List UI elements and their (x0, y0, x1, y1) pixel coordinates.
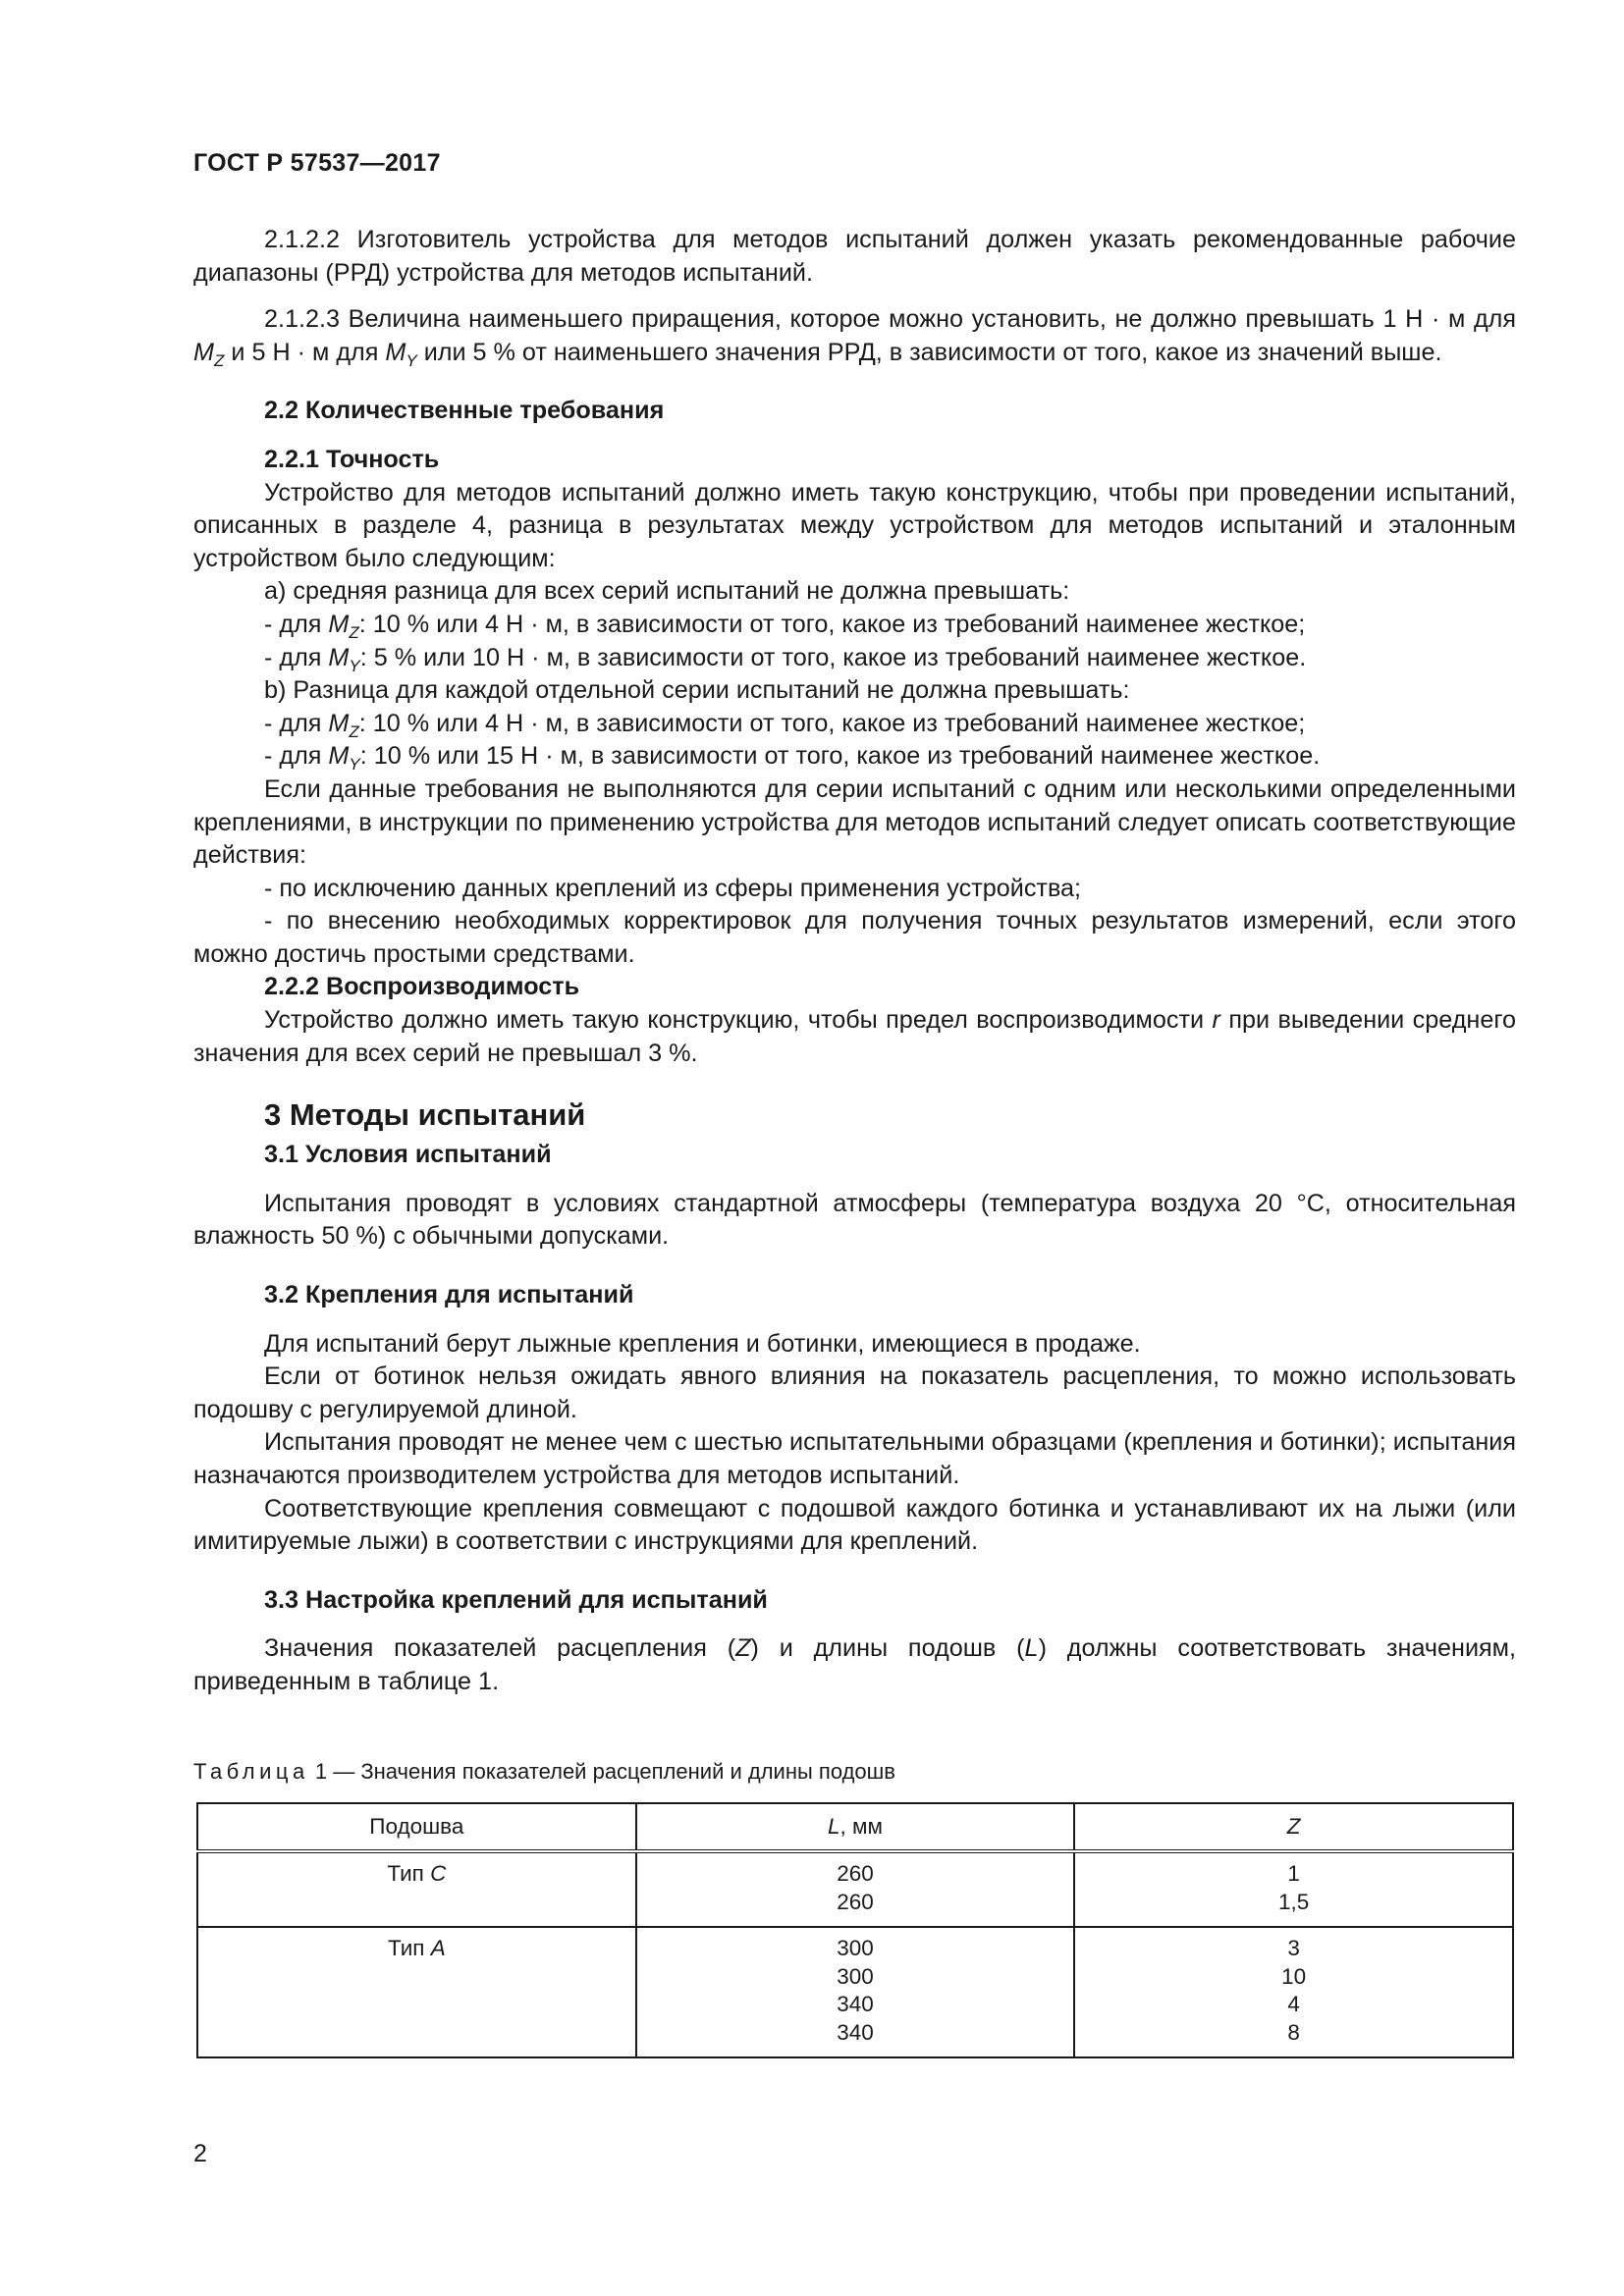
page-number: 2 (193, 2140, 207, 2167)
list-item-b-my: - для $M_Y$: 10 % или 15 Н · м, в зависимости от того, какое из требований наименее жесткое. (264, 742, 1321, 774)
heading-3-1: 3.1 Условия испытаний (264, 1141, 552, 1169)
table-row (197, 1927, 1513, 2057)
paragraph-3-2-1: Для испытаний берут лыжные крепления и ботинки, имеющиеся в продаже. (264, 1329, 1141, 1358)
release-values-table (196, 1802, 1514, 2058)
column-header-sole: Подошва (197, 1803, 636, 1851)
cell-sole-type: Тип A (197, 1927, 636, 2057)
table-caption: Таблица 1 — Значения показателей расцеплений и длины подошв (193, 1759, 895, 1784)
dash-item-corrections: - по внесению необходимых корректировок для получения точных результатов измерений, если этого можно достичь простыми средствами. (193, 907, 1516, 968)
paragraph-2-2-1-intro: Устройство для методов испытаний должно иметь такую конструкцию, чтобы при проведении испытаний, описанных в разделе 4, разница в результатах между устройством для методов испытаний и эталонным устройством было следующим: (193, 478, 1516, 572)
document-body (193, 224, 1516, 1699)
paragraph-2-1-2-3: 2.1.2.3 Величина наименьшего приращения, которое можно установить, не должно превышать 1 Н · м для $M_Z$ и 5 Н · м для $M_Y$ или 5 % от наименьшего значения РРД, в зависимости от того, какое из значений выше. (193, 305, 1516, 370)
heading-2-2-2: 2.2.2 Воспроизводимость (264, 973, 580, 1001)
heading-3-2: 3.2 Крепления для испытаний (264, 1281, 634, 1309)
heading-2-2-1: 2.2.1 Точность (264, 445, 440, 473)
dash-item-exclude: - по исключению данных креплений из сферы применения устройства; (264, 874, 1082, 902)
paragraph-3-2-3: Испытания проводят не менее чем с шестью испытательными образцами (крепления и ботинки); испытания назначаются производителем устройства для методов испытаний. (193, 1428, 1516, 1489)
cell-z: 3 10 4 8 (1074, 1927, 1513, 2057)
list-item-b: b) Разница для каждой отдельной серии испытаний не должна превышать: (264, 676, 1130, 705)
paragraph-3-2-4: Соответствующие крепления совмещают с подошвой каждого ботинка и устанавливают их на лыжи (или имитируемые лыжи) в соответствии с инструкциями для креплений. (193, 1494, 1516, 1556)
paragraph-2-1-2-2: 2.1.2.2 Изготовитель устройства для методов испытаний должен указать рекомендованные рабочие диапазоны (РРД) устройства для методов испытаний. (193, 226, 1516, 287)
document-header: ГОСТ Р 57537—2017 (193, 149, 441, 177)
heading-2-2: 2.2 Количественные требования (264, 397, 665, 425)
heading-3-3: 3.3 Настройка креплений для испытаний (264, 1585, 768, 1614)
paragraph-2-2-2: Устройство должно иметь такую конструкцию, чтобы предел воспроизводимости r при выведении среднего значения для всех серий не превышал 3 %. (193, 1006, 1516, 1067)
column-header-length: L, мм (636, 1803, 1075, 1851)
paragraph-3-3: Значения показателей расцепления (Z) и длины подошв (L) должны соответствовать значениям, приведенным в таблице 1. (193, 1634, 1516, 1695)
cell-length: 300 300 340 340 (636, 1927, 1075, 2057)
table-header-row (197, 1803, 1513, 1851)
paragraph-2-2-1-if: Если данные требования не выполняются для серии испытаний с одним или несколькими определенными креплениями, в инструкции по применению устройства для методов испытаний следует описать соответствующие действия: (193, 774, 1516, 870)
list-item-a-mz: - для $M_Z$: 10 % или 4 Н · м, в зависимости от того, какое из требований наименее жесткое; (264, 610, 1306, 642)
cell-length: 260 260 (636, 1851, 1075, 1927)
paragraph-3-2-2: Если от ботинок нельзя ожидать явного влияния на показатель расцепления, то можно использовать подошву с регулируемой длиной. (193, 1362, 1516, 1423)
list-item-a-my: - для $M_Y$: 5 % или 10 Н · м, в зависимости от того, какое из требований наименее жесткое. (264, 643, 1307, 675)
column-header-z: Z (1074, 1803, 1513, 1851)
list-item-b-mz: - для $M_Z$: 10 % или 4 Н · м, в зависимости от того, какое из требований наименее жесткое; (264, 709, 1306, 741)
cell-sole-type: Тип C (197, 1851, 636, 1927)
heading-3: 3 Методы испытаний (264, 1097, 586, 1133)
cell-z: 1 1,5 (1074, 1851, 1513, 1927)
list-item-a: а) средняя разница для всех серий испытаний не должна превышать: (264, 577, 1070, 606)
table-row (197, 1851, 1513, 1927)
paragraph-3-1: Испытания проводят в условиях стандартной атмосферы (температура воздуха 20 °С, относительная влажность 50 %) с обычными допусками. (193, 1189, 1516, 1251)
